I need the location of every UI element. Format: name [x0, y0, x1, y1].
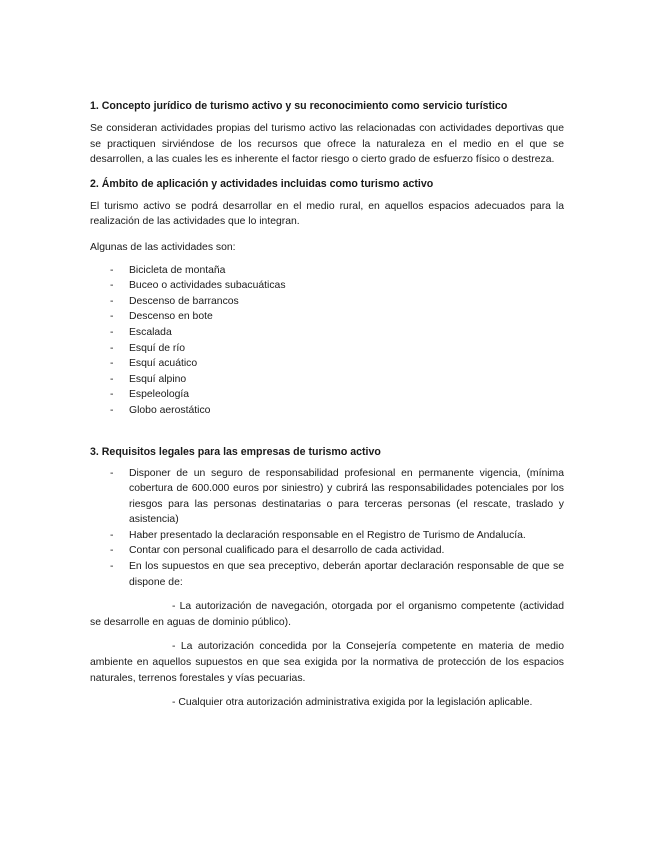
- authorization-environment: - La autorización concedida por la Consejería competente en materia de medio ambiente en aquellos supuestos en que sea exigida por la normativa de protección de los espacios naturales, terrenos forestales y vías pecuarias.: [90, 641, 564, 684]
- list-item: - Esquí alpino: [90, 372, 564, 388]
- section-2-heading: 2. Ámbito de aplicación y actividades incluidas como turismo activo: [90, 177, 434, 190]
- list-item: - En los supuestos en que sea preceptivo, deberán aportar declaración responsable de que se dispone de:: [90, 559, 564, 590]
- list-item: - Esquí de río: [90, 341, 564, 357]
- activities-intro: Algunas de las actividades son:: [90, 241, 236, 253]
- list-item: - Descenso de barrancos: [90, 294, 564, 310]
- list-item: - Esquí acuático: [90, 356, 564, 372]
- list-item: - Espeleología: [90, 387, 564, 403]
- document-page: [90, 99, 564, 711]
- list-item: - Disponer de un seguro de responsabilidad profesional en permanente vigencia, (mínima cobertura de 600.000 euros por siniestro) y cubrirá las responsabilidades potenciales por los riesgos para las personas destinatarias o para terceras personas (el rescate, traslado y asistencia): [90, 466, 564, 528]
- section-2-paragraph: El turismo activo se podrá desarrollar en el medio rural, en aquellos espacios adecuados para la realización de las actividades que lo integran.: [90, 200, 564, 228]
- list-item: - Contar con personal cualificado para el desarrollo de cada actividad.: [90, 543, 564, 559]
- section-3-heading: 3. Requisitos legales para las empresas de turismo activo: [90, 445, 381, 458]
- list-item: - Escalada: [90, 325, 564, 341]
- section-1-heading: 1. Concepto jurídico de turismo activo y su reconocimiento como servicio turístico: [90, 100, 508, 112]
- authorization-navigation: - La autorización de navegación, otorgada por el organismo competente (actividad se desarrolle en aguas de dominio público).: [90, 601, 564, 628]
- list-item: - Globo aerostático: [90, 403, 564, 419]
- list-item: - Descenso en bote: [90, 309, 564, 325]
- list-item: - Haber presentado la declaración responsable en el Registro de Turismo de Andalucía.: [90, 528, 564, 544]
- authorization-other: - Cualquier otra autorización administrativa exigida por la legislación aplicable.: [172, 697, 533, 709]
- section-1-paragraph: Se consideran actividades propias del turismo activo las relacionadas con actividades deportivas que se practiquen sirviéndose de los recursos que ofrece la naturaleza en el medio en el que se desarrollen, a las cuales les es inherente el factor riesgo o cierto grado de esfuerzo físico o destreza.: [90, 123, 564, 166]
- activities-list: [90, 263, 564, 419]
- requirements-list: [90, 466, 564, 591]
- list-item: - Buceo o actividades subacuáticas: [90, 278, 564, 294]
- list-item: - Bicicleta de montaña: [90, 263, 564, 279]
